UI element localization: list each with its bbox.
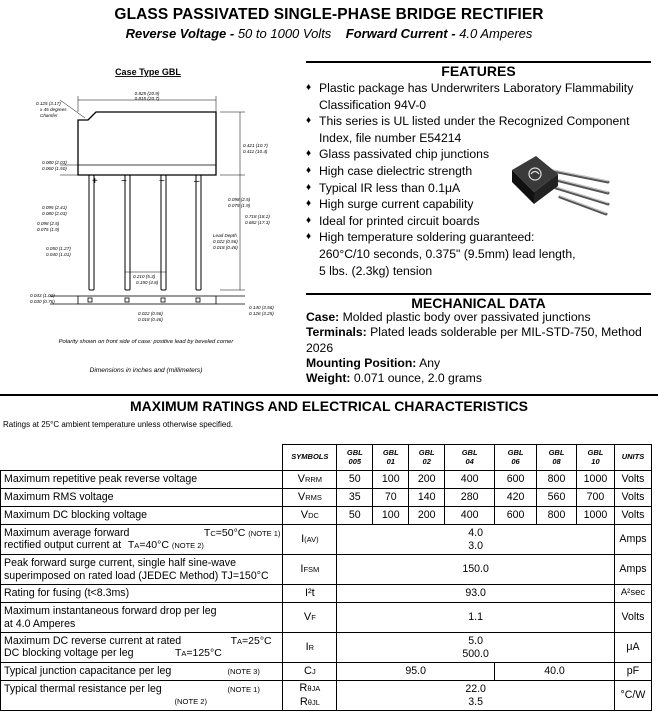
feature-item: ♦ High case dielectric strength <box>306 163 504 180</box>
feature-item: ♦ Plastic package has Underwriters Laboratory Flammability Classification 94V-0 <box>306 80 651 113</box>
case-outline-drawing <box>0 60 300 390</box>
dim-length-max: 0.825 (20.9) <box>134 91 160 96</box>
dim-lead-depth-min: 0.018 (0.46) <box>213 245 238 250</box>
dim-pitch-max: 0.210 (5.3) <box>133 274 156 279</box>
header-gbl08: GBL 08 <box>537 445 577 471</box>
polarity-note: Polarity shown on front side of case: positive lead by beveled corner <box>58 339 234 345</box>
dim-lead-width-min: 0.040 (1.01) <box>46 252 71 257</box>
dim-lead-length-min: 0.682 (17.3) <box>245 220 270 225</box>
case-type-title: Case Type GBL <box>115 67 181 77</box>
dim-lead-b-min: 0.075 (1.9) <box>37 227 60 232</box>
dim-lead-a-max: 0.095 (2.41) <box>42 205 67 210</box>
mechanical-data <box>306 310 651 386</box>
table-row-i2t: Rating for fusing (t<8.3ms) I²t 93.0 A²sec <box>1 585 652 603</box>
dim-lead-width-max: 0.050 (1.27) <box>46 246 71 251</box>
dimensions-note: Dimensions in inches and (millimeters) <box>89 367 203 374</box>
dim-lead-c-max: 0.098 (2.5) <box>228 197 251 202</box>
terminals-line: Terminals: Plated leads solderable per MIL-STD-750, Method 2026 <box>306 325 642 355</box>
feature-item: ♦ Glass passivated chip junctions <box>306 146 504 163</box>
table-row-vf: Maximum instantaneous forward drop per leg at 4.0 Amperes VF 1.1 Volts <box>1 603 652 633</box>
header-gbl02: GBL 02 <box>409 445 445 471</box>
dim-lead-a-min: 0.080 (2.03) <box>42 211 67 216</box>
header-gbl005: GBL 005 <box>337 445 373 471</box>
ac-marking-2: ~ <box>159 176 165 187</box>
feature-item: ♦ Ideal for printed circuit boards <box>306 213 504 230</box>
dim-lead-offset-min: 0.126 (3.25) <box>249 311 274 316</box>
feature-item: ♦ High temperature soldering guaranteed: 260°C/10 seconds, 0.375" (9.5mm) lead length, 5 lbs. (2.3kg) tension <box>306 229 576 279</box>
dim-lead-depth: Lead Depth <box>213 233 237 238</box>
bottom-view <box>50 296 245 304</box>
features-title: FEATURES <box>306 61 651 78</box>
plus-marking: + <box>92 176 98 187</box>
mounting-line: Mounting Position: Any <box>306 355 441 370</box>
dim-length-min: 0.815 (20.7) <box>134 96 160 101</box>
table-row-cj: Typical junction capacitance per leg (NOTE 3) CJ 95.0 40.0 pF <box>1 663 652 681</box>
rectifier-body <box>78 112 216 175</box>
dim-lead-depth-max: 0.022 (0.56) <box>213 239 238 244</box>
dim-chamfer-angle: x 45 degrees <box>40 107 67 112</box>
feature-item: ♦ This series is UL listed under the Recognized Component Index, file number E54214 <box>306 113 651 146</box>
header-units: UNITS <box>614 445 651 471</box>
dim-chamfer: 0.125 (3.17) <box>36 101 61 106</box>
header-gbl04: GBL 04 <box>445 445 495 471</box>
reverse-voltage-label: Reverse Voltage - <box>125 26 235 41</box>
ratings-note: Ratings at 25°C ambient temperature unless otherwise specified. <box>3 420 233 429</box>
feature-item: ♦ Typical IR less than 0.1μA <box>306 180 504 197</box>
dim-chamfer-label: Chamfer <box>40 113 58 118</box>
weight-line: Weight: 0.071 ounce, 2.0 grams <box>306 371 482 386</box>
table-row-ir: Maximum DC reverse current at rated TA=25°C DC blocking voltage per leg TA=125°C IR 5.0 500.0 μA <box>1 633 652 663</box>
case-line: Case: Molded plastic body over passivated junctions <box>306 310 591 324</box>
ac-marking-1: ~ <box>121 176 127 187</box>
page-title: GLASS PASSIVATED SINGLE-PHASE BRIDGE RECTIFIER <box>114 6 544 23</box>
table-row-vdc: Maximum DC blocking voltage VDC 50 100 200 400 600 800 1000 Volts <box>1 507 652 525</box>
ratings-table <box>0 444 652 711</box>
ratings-title: MAXIMUM RATINGS AND ELECTRICAL CHARACTERISTICS <box>0 394 658 414</box>
table-header-row <box>1 445 652 471</box>
dim-lead-c-min: 0.075 (1.9) <box>228 203 251 208</box>
dim-standoff-min: 0.060 (1.50) <box>42 166 67 171</box>
dim-lead-length-max: 0.718 (18.2) <box>245 214 270 219</box>
dim-thickness-min: 0.030 (0.76) <box>30 299 55 304</box>
table-row-iav: Maximum average forward TC=50°C (NOTE 1) rectified output current at TA=40°C (NOTE 2) I(AV) 4.0 3.0 Amps <box>1 525 652 555</box>
dim-standoff-max: 0.080 (2.03) <box>42 160 67 165</box>
table-row-vrms: Maximum RMS voltage VRMS 35 70 140 280 420 560 700 Volts <box>1 489 652 507</box>
forward-current-label: Forward Current - <box>345 26 456 41</box>
header-gbl06: GBL 06 <box>495 445 537 471</box>
minus-marking: – <box>194 176 200 187</box>
header-symbols: SYMBOLS <box>283 445 337 471</box>
page-subtitle <box>0 26 658 41</box>
mechanical-data-title: MECHANICAL DATA <box>306 293 651 310</box>
forward-current-value: 4.0 Amperes <box>459 26 533 41</box>
rectifier-leads <box>89 175 201 290</box>
package-image <box>508 148 613 223</box>
feature-item: ♦ High surge current capability <box>306 196 504 213</box>
header-gbl10: GBL 10 <box>576 445 614 471</box>
dim-thickness-max: 0.043 (1.02) <box>30 293 55 298</box>
dim-pitch-min: 0.190 (4.8) <box>136 280 159 285</box>
dim-height-min: 0.411 (10.4) <box>243 149 268 154</box>
dim-lead-dia-max: 0.022 (0.56) <box>138 311 163 316</box>
dim-lead-b-max: 0.098 (2.5) <box>37 221 60 226</box>
reverse-voltage-value: 50 to 1000 Volts <box>237 26 332 41</box>
table-row-vrrm: Maximum repetitive peak reverse voltage VRRM 50 100 200 400 600 800 1000 Volts <box>1 471 652 489</box>
header-gbl01: GBL 01 <box>373 445 409 471</box>
dim-lead-offset-max: 0.140 (3.56) <box>249 305 274 310</box>
table-row-rth: Typical thermal resistance per leg (NOTE 1) (NOTE 2) RθJA RθJL 22.0 3.5 °C/W <box>1 681 652 711</box>
table-row-ifsm: Peak forward surge current, single half sine-wave superimposed on rated load (JEDEC Method) TJ=150°C IFSM 150.0 Amps <box>1 555 652 585</box>
dim-height-max: 0.421 (10.7) <box>243 143 268 148</box>
dim-lead-dia-min: 0.018 (0.46) <box>138 317 163 322</box>
